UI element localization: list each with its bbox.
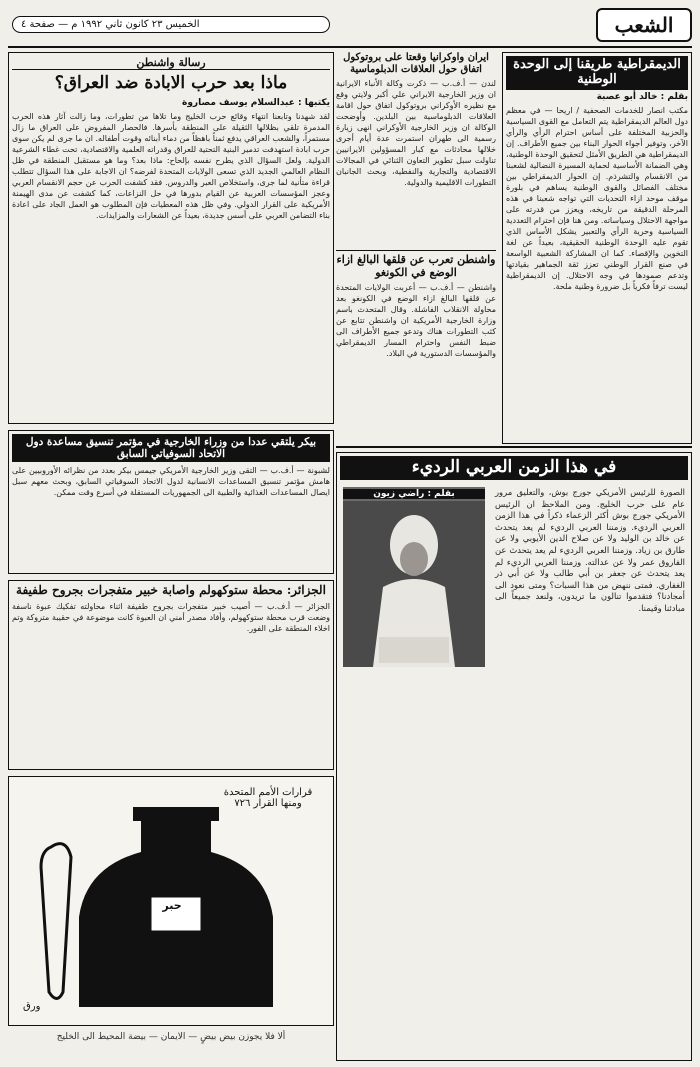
divider-rule (336, 446, 692, 448)
article-washington (336, 250, 496, 444)
article-washington-body: واشنطن — أ.ف.ب — أعربت الولايات المتحدة عن قلقها البالغ ازاء الوضع في الكونغو بعد محاولة الانقلاب الفاشلة. وقال المتحدث باسم وزارة الخارجية الأمريكية ان واشنطن تتابع عن كثب التطورات هناك وتدعو جميع الأطراف الى ضبط النفس واحترام المسار الديمقراطي والمؤسسات الدستورية في البلاد. (336, 283, 496, 359)
article-algeria-body: الجزائر — أ.ف.ب — أصيب خبير متفجرات بجروح طفيفة اثناء محاولته تفكيك عبوة ناسفة وضعت قرب محطة ستوكهولم، وأفاد مصدر أمني ان العبوة كانت موضوعة في حقيبة متروكة وتم اخلاء المنطقة على الفور. (12, 601, 330, 633)
cartoon-paper-label: ورق (23, 1001, 41, 1012)
masthead-logo: الشعب (596, 8, 692, 42)
article-democracy-headline: الديمقراطية طريقنا إلى الوحدة الوطنية (506, 56, 688, 90)
cartoon-panel (8, 776, 334, 1026)
footer-note: ألا فلا يجوزن بيض بيضٍ — الايمان — بيضة المحيط الى الخليج (56, 1032, 286, 1042)
newspaper-page (8, 6, 692, 1061)
article-war-headline: ماذا بعد حرب الابادة ضد العراق؟ (54, 73, 288, 93)
cartoon-caption: قرارات الأمم المتحدة ومنها القرار ٧٢٦ (223, 787, 313, 809)
article-algeria (8, 580, 334, 770)
article-washington-headline: واشنطن تعرب عن قلقها البالغ ازاء الوضع في الكونغو (336, 253, 496, 279)
article-war-kicker: رسالة واشنطن (12, 56, 330, 70)
article-baker-body: لشبونة — أ.ف.ب — التقى وزير الخارجية الأمريكي جيمس بيكر بعدد من نظرائه الأوروبيين على هامش مؤتمر تنسيق المساعدات الانسانية لدول الاتحاد السوفياتي السابق، وبحث معهم سبل ايصال المساعدات الغذائية والطبية الى الجمهوريات المستقلة في أسرع وقت ممكن. (12, 466, 330, 498)
page-header (8, 6, 692, 48)
article-baker-headline: بيكر يلتقي عددا من وزراء الخارجية في مؤتمر تنسيق مساعدة دول الاتحاد السوفياتي السابق (12, 434, 330, 462)
article-bush-byline: بقلم : راضي زيون (343, 489, 485, 499)
article-war-body: لقد شهدنا وتابعنا انتهاء وقائع حرب الخليج وما تلاها من تطورات، وما زالت آثار هذه الحرب المدمرة تلقي بظلالها الثقيلة على المنطقة بأسرها. فالحصار المفروض على العراق ما زال مستمراً، والشعب العراقي يدفع ثمناً باهظاً من دماء أبنائه وقوت أطفاله. ان ما جرى لم يكن سوى حرب ابادة استهدفت تدمير البنية التحتية للعراق وقدراته العلمية والاقتصادية، تحت غطاء الشرعية الدولية. ولعل السؤال الذي يطرح نفسه بإلحاح: ماذا بعد؟ وما هو مستقبل المنطقة في ظل النظام العالمي الجديد الذي تسعى الولايات المتحدة لفرضه؟ ان الاجابة على هذا السؤال تتطلب قراءة متأنية لما جرى، واستخلاص العبر والدروس. فقد كشفت الحرب عن حجم الانقسام العربي وعجز المؤسسات العربية عن القيام بدورها في حل النزاعات، كما كشفت عن مدى الهيمنة الأمريكية على القرار الدولي. وفي ظل هذه المعطيات فإن المطلوب هو العمل الجاد على اعادة بناء التضامن العربي على أسس جديدة، بعيداً عن الشعارات والمزايدات. (12, 111, 330, 220)
cartoon-bottle-label: حبر (162, 899, 182, 912)
article-bush-body: الصورة للرئيس الأمريكي جورج بوش، والتعليق مرور عام على حرب الخليج. ومن الملاحظ ان الرئيس الأمريكي جورج بوش أكثر الزعماء ذكراً في هذا الزمن العربي الرديء. وزمننا العربي الرديء لم يعد يتحدث عن خالد بن الوليد ولا عن صلاح الدين الأيوبي ولا عن طارق بن زياد. وزمننا العربي الرديء لم يعد يتحدث عن الفاروق عمر ولا عن عدالته. وزمننا العربي الرديء لم يعد يتحدث عن جعفر بن أبي طالب ولا عن أبي ذر الغفاري. فمتى ننهض من هذا السبات؟ ومتى نعود الى أمجادنا؟ فتقدموا تنالون ما تريدون، ولنعد جميعاً الى مبادئنا وقيمنا. (495, 487, 685, 613)
dateline: الخميس ٢٣ كانون ثاني ١٩٩٢ م — صفحة ٤ (12, 16, 330, 33)
article-bush-headline: في هذا الزمن العربي الرديء (340, 456, 688, 480)
photo-person-icon (343, 487, 485, 667)
article-algeria-headline: الجزائر: محطة ستوكهولم واصابة خبير متفجرات بجروح طفيفة (16, 583, 326, 597)
article-democracy-body: مكتب انصار للخدمات الصحفية / اريحا — في معظم دول العالم الديمقراطية يتم التعامل مع القوى السياسية والحزبية المختلفة على أساس احترام الرأي والرأي الآخر، وتوفير أجواء الحوار البناء بين جميع الأطراف. إن الديمقراطية هي الطريق الأمثل لتحقيق الوحدة الوطنية، وهي الضمانة الأساسية لحماية المسيرة النضالية لشعبنا من الانقسام والتشرذم. إن الحوار الديمقراطي بين مختلف الفصائل والقوى الوطنية يساهم في بلورة موقف موحد ازاء التحديات التي تواجه شعبنا في هذه المرحلة الدقيقة من تاريخه، ويعزز من قدرته على مواجهة الاحتلال وسياساته. ومن هنا فإن احترام التعددية السياسية وحرية الرأي والتعبير يشكل الأساس الذي تقوم عليه الوحدة الوطنية الحقيقية، بعيداً عن لغة التخوين والإقصاء. كما ان المشاركة الشعبية الواسعة في صنع القرار الوطني تعزز ثقة الجماهير بقيادتها وتدعم صمودها في وجه الاحتلال. إن الديمقراطية ليست ترفاً فكرياً بل ضرورة وطنية ملحة. (506, 105, 688, 292)
article-war (8, 52, 334, 424)
article-iran (336, 52, 496, 242)
article-bush (336, 452, 692, 1061)
article-war-byline: يكتبها : عبدالسلام يوسف مصاروة (182, 97, 330, 108)
photo-figure (343, 487, 485, 667)
article-democracy-byline: بقلم : خالد أبو عصبة (596, 91, 688, 102)
article-baker (8, 430, 334, 574)
article-democracy (502, 52, 692, 444)
article-iran-headline: ايران واوكرانيا وقعتا على بروتوكول اتفاق حول العلاقات الدبلوماسية (343, 52, 489, 75)
article-iran-body: لندن — أ.ف.ب — ذكرت وكالة الأنباء الايرانية ان وزير الخارجية الايراني علي أكبر ولايتي وقع مع نظيره الأوكراني بروتوكول اتفاق حول اقامة العلاقات الدبلوماسية بين البلدين. وأوضحت الوكالة ان وزير الخارجية الأوكراني انهى زيارة رسمية الى طهران استمرت عدة أيام أجرى خلالها محادثات مع كبار المسؤولين الايرانيين تناولت سبل تطوير التعاون الثنائي في المجالات الاقتصادية والتجارية والنفطية، وبحث الجانبان التطورات الاقليمية والدولية. (336, 79, 496, 188)
